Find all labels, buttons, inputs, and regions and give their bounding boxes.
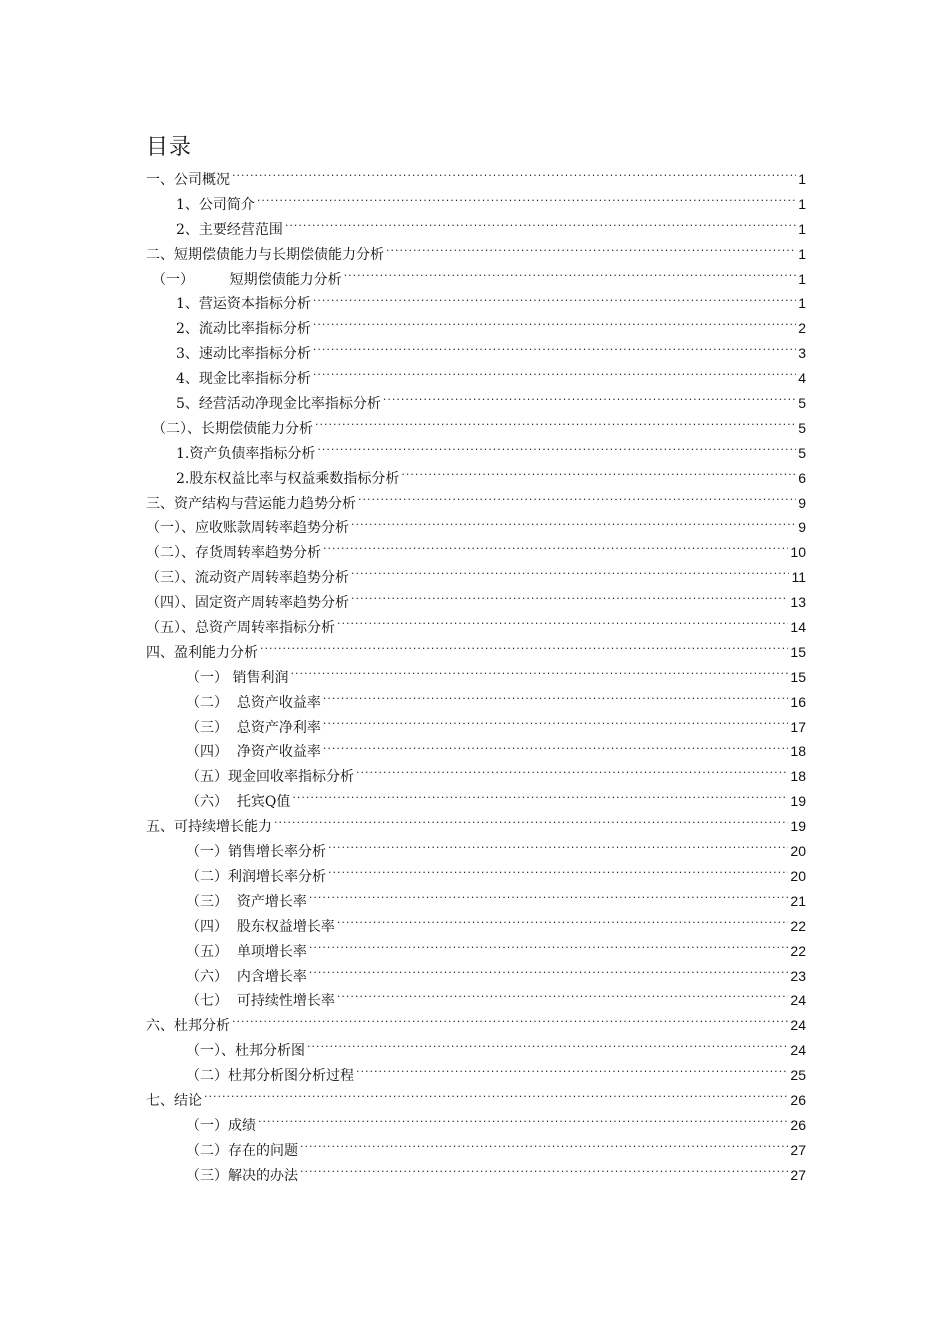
toc-dot-leader (317, 444, 796, 458)
toc-dot-leader (274, 817, 788, 831)
toc-page-number: 5 (798, 444, 806, 461)
toc-dot-leader (260, 643, 788, 657)
toc-dot-leader (356, 1066, 788, 1080)
toc-entry[interactable] (146, 764, 806, 789)
toc-dot-leader (300, 1166, 788, 1180)
toc-entry[interactable] (146, 690, 806, 715)
toc-page-number: 26 (790, 1091, 806, 1108)
toc-page-number: 27 (790, 1166, 806, 1183)
toc-dot-leader (344, 270, 797, 284)
toc-entry[interactable] (146, 267, 806, 292)
toc-entry[interactable] (146, 988, 806, 1013)
toc-dot-leader (337, 618, 788, 632)
toc-page-number: 20 (790, 867, 806, 884)
toc-dot-leader (313, 294, 796, 308)
toc-dot-leader (386, 245, 796, 259)
toc-page-number: 27 (790, 1141, 806, 1158)
toc-page-number: 6 (798, 469, 806, 486)
toc-page-number: 17 (790, 718, 806, 735)
toc-entry[interactable] (146, 242, 806, 267)
toc-entry[interactable] (146, 491, 806, 516)
toc-entry-title: （二）利润增长率分析 (186, 868, 326, 885)
toc-page-number: 18 (790, 743, 806, 760)
toc-page-number: 22 (790, 942, 806, 959)
toc-page-number: 19 (790, 818, 806, 835)
toc-page-number: 1 (798, 195, 806, 212)
toc-entry[interactable] (146, 167, 806, 192)
toc-entry[interactable] (146, 939, 806, 964)
toc-entry[interactable] (146, 341, 806, 366)
toc-entry-title: 5、经营活动净现金比率指标分析 (176, 396, 381, 413)
toc-entry-title: 七、结论 (146, 1092, 202, 1109)
toc-entry-title: （一）、杜邦分析图 (186, 1043, 305, 1060)
toc-entry-title: （五）现金回收率指标分析 (186, 769, 354, 786)
toc-page-number: 9 (798, 494, 806, 511)
toc-entry[interactable] (146, 1138, 806, 1163)
toc-entry-title: （二） 总资产收益率 (186, 694, 321, 711)
toc-dot-leader (232, 1016, 788, 1030)
toc-entry[interactable] (146, 839, 806, 864)
toc-page-number: 19 (790, 793, 806, 810)
toc-entry-title: 1.资产负债率指标分析 (176, 445, 316, 462)
toc-dot-leader (337, 917, 789, 931)
toc-dot-leader (313, 344, 796, 358)
toc-entry-title: 二、短期偿债能力与长期偿债能力分析 (146, 246, 384, 263)
toc-dot-leader (285, 220, 796, 234)
toc-page-number: 2 (798, 320, 806, 337)
toc-entry-title: 五、可持续增长能力 (146, 819, 272, 836)
toc-dot-leader (383, 394, 796, 408)
toc-entry[interactable] (146, 640, 806, 665)
toc-page-number: 9 (798, 519, 806, 536)
toc-entry-title: （三）、流动资产周转率趋势分析 (146, 570, 349, 587)
toc-entry[interactable] (146, 665, 806, 690)
toc-entry-title: （一）、应收账款周转率趋势分析 (146, 520, 349, 537)
toc-entry-title: （四）、固定资产周转率趋势分析 (146, 595, 349, 612)
toc-dot-leader (328, 867, 788, 881)
toc-dot-leader (315, 419, 796, 433)
toc-dot-leader (358, 494, 796, 508)
toc-dot-leader (323, 718, 789, 732)
toc-entry-title: 4、现金比率指标分析 (176, 371, 311, 388)
toc-dot-leader (313, 369, 796, 383)
toc-dot-leader (313, 319, 796, 333)
toc-entry-title: （六） 托宾Q值 (186, 794, 291, 811)
toc-entry-title: （二）存在的问题 (186, 1142, 298, 1159)
toc-entry[interactable] (146, 366, 806, 391)
toc-entry-title: （三） 资产增长率 (186, 893, 307, 910)
toc-entry-title: （一）销售增长率分析 (186, 844, 326, 861)
toc-page-number: 23 (790, 967, 806, 984)
toc-page-number: 13 (790, 594, 806, 611)
toc-dot-leader (257, 195, 796, 209)
toc-page-number: 15 (790, 643, 806, 660)
toc-entry-title: （二）、长期偿债能力分析 (152, 420, 313, 437)
toc-entry[interactable] (146, 217, 806, 242)
toc-entry-title: 四、盈利能力分析 (146, 644, 258, 661)
toc-page-number: 10 (790, 544, 806, 561)
table-of-contents (146, 167, 806, 1188)
toc-page-number: 18 (790, 768, 806, 785)
toc-entry-title: 一、公司概况 (146, 172, 230, 188)
toc-dot-leader (328, 842, 788, 856)
toc-entry-title: （一） 短期偿债能力分析 (152, 271, 342, 288)
toc-page-number: 1 (798, 245, 806, 262)
toc-page-number: 20 (790, 843, 806, 860)
toc-dot-leader (323, 742, 789, 756)
toc-entry[interactable] (146, 964, 806, 989)
toc-dot-leader (307, 1041, 788, 1055)
toc-page-number: 3 (798, 345, 806, 362)
toc-entry[interactable] (146, 1163, 806, 1188)
toc-page-number: 11 (791, 569, 806, 586)
toc-entry-title: 1、营运资本指标分析 (176, 296, 311, 313)
toc-entry[interactable] (146, 540, 806, 565)
toc-dot-leader (292, 792, 788, 806)
toc-entry[interactable] (146, 814, 806, 839)
toc-dot-leader (309, 892, 789, 906)
toc-entry-title: （七） 可持续性增长率 (186, 993, 335, 1010)
toc-entry-title: （四） 股东权益增长率 (186, 918, 335, 935)
toc-entry[interactable] (146, 914, 806, 939)
toc-entry[interactable] (146, 466, 806, 491)
toc-dot-leader (232, 170, 796, 184)
toc-entry-title: （三）解决的办法 (186, 1167, 298, 1184)
toc-dot-leader (300, 1141, 788, 1155)
toc-entry-title: （六） 内含增长率 (186, 968, 307, 985)
toc-entry[interactable] (146, 416, 806, 441)
toc-page-number: 22 (790, 917, 806, 934)
toc-entry-title: （三） 总资产净利率 (186, 719, 321, 736)
toc-entry[interactable] (146, 789, 806, 814)
toc-dot-leader (323, 693, 789, 707)
toc-page-number: 1 (798, 270, 806, 287)
toc-dot-leader (309, 967, 789, 981)
toc-entry-title: （一） 销售利润 (186, 669, 289, 686)
toc-entry[interactable] (146, 1113, 806, 1138)
page-title: 目录 (146, 134, 193, 160)
toc-entry-title: （五）、总资产周转率指标分析 (146, 620, 335, 637)
toc-entry[interactable] (146, 515, 806, 540)
toc-entry[interactable] (146, 565, 806, 590)
toc-dot-leader (356, 767, 788, 781)
toc-dot-leader (290, 668, 788, 682)
toc-page-number: 1 (798, 171, 806, 187)
toc-entry[interactable] (146, 441, 806, 466)
toc-entry-title: （五） 单项增长率 (186, 943, 307, 960)
toc-entry[interactable] (146, 192, 806, 217)
toc-dot-leader (351, 568, 789, 582)
toc-page-number: 24 (790, 1042, 806, 1059)
toc-dot-leader (351, 518, 796, 532)
toc-dot-leader (351, 593, 788, 607)
toc-page-number: 1 (798, 220, 806, 237)
toc-page-number: 14 (790, 619, 806, 636)
toc-entry-title: 3、速动比率指标分析 (176, 346, 311, 363)
toc-entry[interactable] (146, 316, 806, 341)
toc-entry-title: （四） 净资产收益率 (186, 744, 321, 761)
toc-entry-title: 2.股东权益比率与权益乘数指标分析 (176, 470, 400, 487)
toc-page-number: 15 (790, 668, 806, 685)
toc-entry[interactable] (146, 1038, 806, 1063)
toc-entry[interactable] (146, 291, 806, 316)
toc-page-number: 4 (798, 370, 806, 387)
toc-page-number: 1 (798, 295, 806, 312)
toc-entry[interactable] (146, 864, 806, 889)
toc-dot-leader (323, 543, 788, 557)
toc-dot-leader (337, 991, 789, 1005)
toc-entry[interactable] (146, 1088, 806, 1113)
toc-entry-title: （一）成绩 (186, 1117, 256, 1134)
toc-page-number: 21 (790, 892, 806, 909)
toc-dot-leader (401, 469, 796, 483)
toc-entry-title: 六、杜邦分析 (146, 1018, 230, 1035)
toc-dot-leader (309, 942, 789, 956)
toc-page-number: 5 (798, 419, 806, 436)
toc-entry-title: 2、主要经营范围 (176, 221, 283, 238)
toc-dot-leader (204, 1091, 788, 1105)
toc-entry-title: （二）杜邦分析图分析过程 (186, 1068, 354, 1085)
toc-page-number: 24 (790, 1017, 806, 1034)
toc-entry-title: 三、资产结构与营运能力趋势分析 (146, 495, 356, 512)
toc-entry[interactable] (146, 739, 806, 764)
toc-entry-title: （二）、存货周转率趋势分析 (146, 545, 321, 562)
toc-entry[interactable] (146, 715, 806, 740)
toc-entry[interactable] (146, 1063, 806, 1088)
toc-page-number: 24 (790, 992, 806, 1009)
toc-dot-leader (258, 1116, 788, 1130)
toc-entry[interactable] (146, 889, 806, 914)
toc-entry[interactable] (146, 615, 806, 640)
toc-entry[interactable] (146, 1013, 806, 1038)
toc-page-number: 5 (798, 395, 806, 412)
toc-page-number: 25 (790, 1067, 806, 1084)
toc-page-number: 26 (790, 1116, 806, 1133)
toc-entry-title: 2、流动比率指标分析 (176, 321, 311, 338)
toc-entry-title: 1、公司简介 (176, 196, 255, 213)
toc-entry[interactable] (146, 590, 806, 615)
toc-entry[interactable] (146, 391, 806, 416)
toc-page-number: 16 (790, 693, 806, 710)
